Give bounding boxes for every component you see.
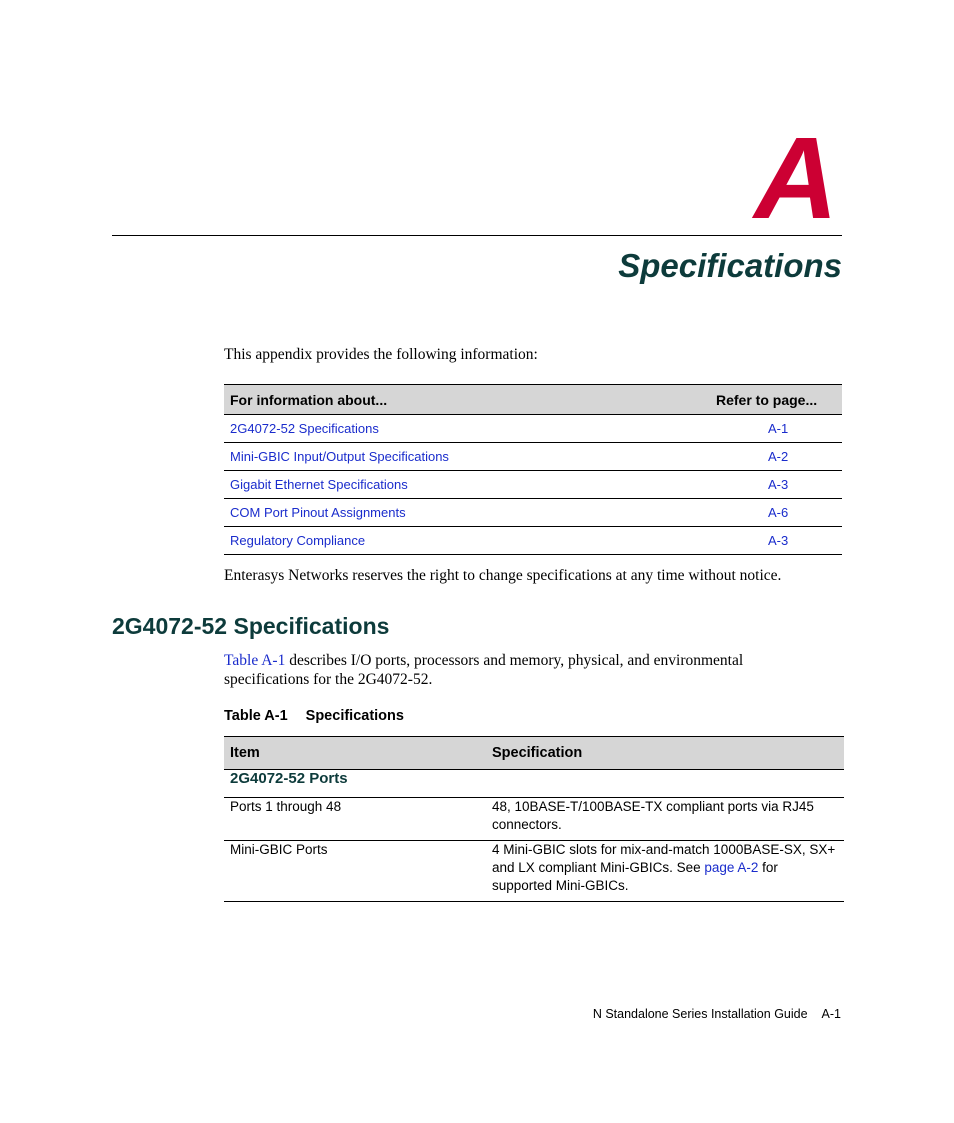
spec-value: 48, 10BASE-T/100BASE-TX compliant ports via RJ45 connectors.	[486, 798, 844, 841]
table-caption-label: Table A-1	[224, 708, 288, 724]
table-row	[224, 499, 842, 527]
spec-table	[224, 736, 844, 902]
table-row	[224, 841, 844, 902]
spec-group-row	[224, 770, 844, 798]
table-row	[224, 471, 842, 499]
overview-header-topic: For information about...	[224, 385, 690, 415]
table-caption-title: Specifications	[305, 708, 404, 724]
spec-header-row	[224, 737, 844, 770]
section-heading: 2G4072-52 Specifications	[112, 613, 390, 639]
overview-header-page: Refer to page...	[690, 385, 842, 415]
spec-group-label: 2G4072-52 Ports	[224, 770, 486, 798]
chapter-letter: A	[754, 113, 838, 243]
overview-page-link[interactable]: A-2	[690, 443, 842, 471]
table-row	[224, 798, 844, 841]
overview-header-row	[224, 385, 842, 415]
intro-text: This appendix provides the following information:	[224, 346, 538, 363]
footer-guide-title: N Standalone Series Installation Guide	[592, 1007, 808, 1021]
section-description-text: describes I/O ports, processors and memory, physical, and environmental specifications for the 2G4072-52.	[224, 652, 744, 688]
spec-header-specification: Specification	[486, 737, 844, 770]
overview-topic-link[interactable]: 2G4072-52 Specifications	[224, 415, 690, 443]
chapter-divider	[112, 235, 842, 236]
spec-item: Ports 1 through 48	[224, 798, 486, 841]
overview-topic-link[interactable]: Regulatory Compliance	[224, 527, 690, 555]
overview-table	[224, 384, 842, 555]
table-caption	[224, 707, 404, 725]
table-row	[224, 415, 842, 443]
page-a2-link[interactable]: page A-2	[704, 860, 759, 875]
page-footer	[593, 1006, 841, 1022]
overview-page-link[interactable]: A-1	[690, 415, 842, 443]
table-a1-link[interactable]: Table A-1	[224, 652, 286, 669]
spec-group-empty	[486, 770, 844, 798]
overview-page-link[interactable]: A-3	[690, 527, 842, 555]
section-description	[224, 651, 824, 689]
notice-text: Enterasys Networks reserves the right to change specifications at any time without notice.	[224, 567, 782, 584]
spec-value	[486, 841, 844, 902]
overview-topic-link[interactable]: Mini-GBIC Input/Output Specifications	[224, 443, 690, 471]
spec-header-item: Item	[224, 737, 486, 770]
spec-value-text-end: for supported Mini-GBICs.	[492, 860, 778, 893]
overview-topic-link[interactable]: COM Port Pinout Assignments	[224, 499, 690, 527]
overview-page-link[interactable]: A-6	[690, 499, 842, 527]
overview-page-link[interactable]: A-3	[690, 471, 842, 499]
spec-value-text: 4 Mini-GBIC slots for mix-and-match 1000BASE-SX, SX+ and LX compliant Mini-GBICs. See	[492, 842, 836, 875]
table-row	[224, 527, 842, 555]
spec-item: Mini-GBIC Ports	[224, 841, 486, 902]
footer-page-number: A-1	[821, 1007, 841, 1021]
chapter-title: Specifications	[618, 247, 842, 284]
table-row	[224, 443, 842, 471]
overview-topic-link[interactable]: Gigabit Ethernet Specifications	[224, 471, 690, 499]
